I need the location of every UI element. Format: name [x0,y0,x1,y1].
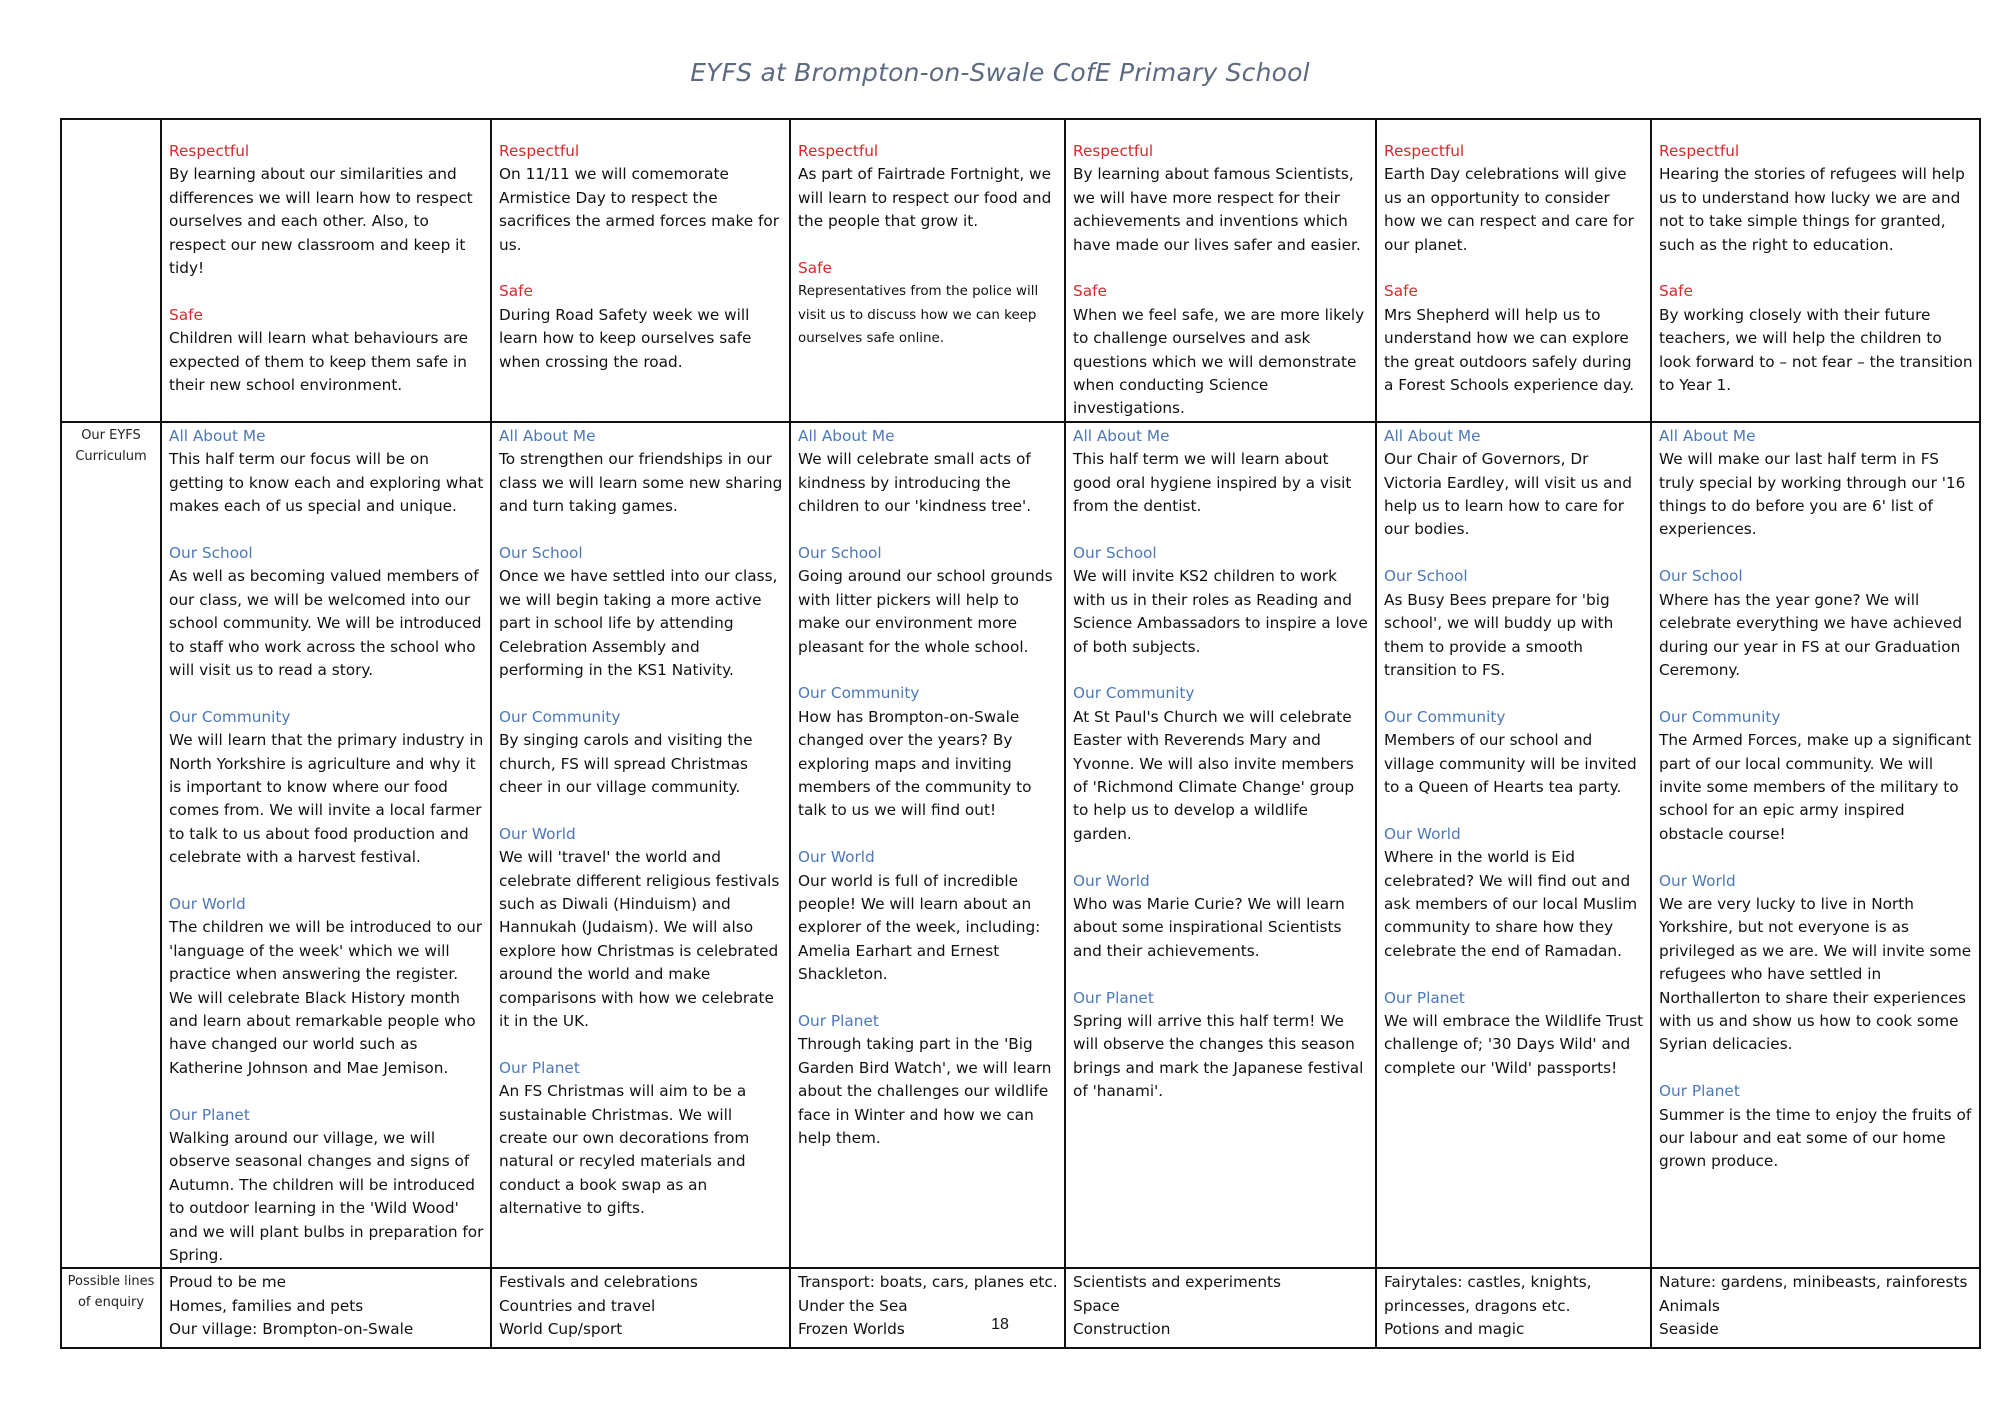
safe-heading: Safe [1073,282,1107,301]
section-heading: Our School [798,543,882,562]
section-heading: Our Community [1384,707,1506,726]
section-heading: Our Community [798,684,920,703]
section-text: This half term we will learn about good oral hygiene inspired by a visit from the dentist. [1073,450,1352,516]
enquiry-item: Construction [1073,1320,1171,1339]
enquiry-cell [1651,1268,1980,1348]
section-heading: Our World [1384,824,1461,843]
respectful-text: On 11/11 we will comemorate Armistice Day to respect the sacrifices the armed forces make for us. [499,165,780,254]
respectful-heading: Respectful [798,142,879,160]
values-row-label [61,119,161,422]
safe-heading: Safe [169,305,203,324]
curriculum-cell [790,422,1065,1269]
curriculum-row-label-cell [61,422,161,1269]
section-text: We will invite KS2 children to work with us in their roles as Reading and Science Ambassadors to inspire a love of both subjects. [1073,567,1368,656]
section-heading: Our Community [1073,684,1195,703]
safe-text: When we feel safe, we are more likely to challenge ourselves and ask questions which we will demonstrate when conducting Science investigations. [1073,305,1365,418]
enquiry-item: Fairytales: castles, knights, princesses, dragons etc. [1384,1273,1592,1315]
section-heading: All About Me [1073,426,1170,445]
values-cell [161,119,491,422]
section-text: Where has the year gone? We will celebrate everything we have achieved during our year in FS at our Graduation Ceremony. [1659,590,1963,679]
section-heading: Our Community [499,707,621,726]
curriculum-cell [1376,422,1651,1269]
values-cell [1376,119,1651,422]
values-cell [491,119,790,422]
enquiry-item: Seaside [1659,1320,1719,1339]
section-text: To strengthen our friendships in our class we will learn some new sharing and turn taking games. [499,450,783,516]
safe-heading: Safe [499,282,533,301]
enquiry-item: Space [1073,1296,1120,1315]
enquiry-item: Nature: gardens, minibeasts, rainforests [1659,1273,1968,1292]
section-heading: Our World [1659,871,1736,890]
section-heading: Our Planet [798,1011,879,1030]
section-heading: All About Me [499,426,596,445]
enquiry-cell [491,1268,790,1348]
respectful-heading: Respectful [169,142,250,160]
enquiry-cell [161,1268,491,1348]
respectful-heading: Respectful [1073,142,1154,160]
section-text: Going around our school grounds with litter pickers will help to make our environment more pleasant for the whole school. [798,567,1053,656]
section-heading: Our School [1073,543,1157,562]
enquiry-item: Potions and magic [1384,1320,1525,1339]
values-cell [1651,119,1980,422]
curriculum-cell [491,422,790,1269]
section-heading: Our Planet [1384,988,1465,1007]
enquiry-item: Festivals and celebrations [499,1273,698,1292]
section-heading: All About Me [1384,426,1481,445]
section-text: Walking around our village, we will observe seasonal changes and signs of Autumn. The children will be introduced to outdoor learning in the 'Wild Wood' and we will plant bulbs in preparation for Spring. [169,1128,484,1265]
curriculum-row-label: Our EYFS Curriculum [75,427,147,464]
enquiry-item: Our village: Brompton-on-Swale [169,1320,414,1339]
section-heading: Our Planet [1073,988,1154,1007]
enquiry-item: Transport: boats, cars, planes etc. [798,1273,1058,1292]
section-heading: Our Community [169,707,291,726]
enquiry-item: Countries and travel [499,1296,656,1315]
enquiry-item: Animals [1659,1296,1720,1315]
enquiry-item: Homes, families and pets [169,1296,364,1315]
enquiry-item: World Cup/sport [499,1320,623,1339]
respectful-text: Earth Day celebrations will give us an opportunity to consider how we can respect and care for our planet. [1384,165,1634,254]
section-text: Members of our school and village community will be invited to a Queen of Hearts tea party. [1384,731,1637,796]
section-heading: Our World [1073,871,1150,890]
curriculum-row [61,422,1980,1269]
enquiry-cell [1376,1268,1651,1348]
section-heading: Our School [169,543,253,562]
page-title: EYFS at Brompton-on-Swale CofE Primary School [690,58,1310,87]
section-text: Summer is the time to enjoy the fruits of our labour and eat some of our home grown produce. [1659,1105,1972,1171]
section-text: We will celebrate small acts of kindness by introducing the children to our 'kindness tree'. [798,450,1032,516]
respectful-heading: Respectful [1384,142,1465,160]
safe-heading: Safe [798,259,832,278]
safe-heading: Safe [1659,282,1693,301]
section-heading: Our Planet [499,1058,580,1077]
section-heading: Our Planet [1659,1082,1740,1101]
respectful-heading: Respectful [499,142,580,160]
section-text: This half term our focus will be on getting to know each and exploring what makes each of us special and unique. [169,450,484,516]
enquiry-item: Frozen Worlds [798,1320,905,1339]
enquiry-row [61,1268,1980,1348]
section-heading: Our Community [1659,707,1781,726]
curriculum-table [60,118,1981,1349]
respectful-text: Hearing the stories of refugees will help us to understand how lucky we are and not to take simple things for granted, such as the right to education. [1659,165,1965,254]
section-text: Once we have settled into our class, we will begin taking a more active part in school life by attending Celebration Assembly and performing in the KS1 Nativity. [499,567,778,679]
safe-text: Mrs Shepherd will help us to understand how we can explore the great outdoors safely during a Forest Schools experience day. [1384,305,1635,395]
enquiry-row-label-cell [61,1268,161,1348]
safe-text: Representatives from the police will visit us to discuss how we can keep ourselves safe online. [798,284,1039,347]
safe-text: During Road Safety week we will learn how to keep ourselves safe when crossing the road. [499,305,752,371]
enquiry-item: Under the Sea [798,1296,908,1315]
page-number: 18 [991,1316,1009,1333]
section-heading: Our School [499,543,583,562]
safe-text: By working closely with their future teachers, we will help the children to look forward to – not fear – the transition to Year 1. [1659,305,1973,395]
respectful-text: By learning about our similarities and differences we will learn how to respect ourselves and each other. Also, to respect our new classroom and keep it tidy! [169,165,473,278]
section-text: We will make our last half term in FS truly special by working through our '16 things to do before you are 6' list of experiences. [1659,450,1966,539]
respectful-text: As part of Fairtrade Fortnight, we will learn to respect our food and the people that grow it. [798,165,1052,231]
section-heading: Our School [1384,567,1468,586]
enquiry-row-label: Possible lines of enquiry [67,1274,155,1311]
section-text: As Busy Bees prepare for 'big school', we will buddy up with them to provide a smooth transition to FS. [1384,590,1614,679]
section-text: We will embrace the Wildlife Trust challenge of; '30 Days Wild' and complete our 'Wild' passports! [1384,1011,1644,1077]
respectful-heading: Respectful [1659,142,1740,160]
section-heading: All About Me [798,426,895,445]
section-text: Where in the world is Eid celebrated? We will find out and ask members of our local Muslim community to share how they celebrate the end of Ramadan. [1384,848,1638,960]
section-text: Our world is full of incredible people! We will learn about an explorer of the week, including: Amelia Earhart and Ernest Shackleton. [798,871,1041,984]
section-text: We will learn that the primary industry in North Yorkshire is agriculture and why it is important to know where our food comes from. We will invite a local farmer to talk to us about food production and celebrate with a harvest festival. [169,731,484,867]
section-text: At St Paul's Church we will celebrate Easter with Reverends Mary and Yvonne. We will also invite members of 'Richmond Climate Change' group to help us to develop a wildlife garden. [1073,707,1355,843]
enquiry-item: Scientists and experiments [1073,1273,1281,1292]
curriculum-cell [161,422,491,1269]
curriculum-cell [1065,422,1376,1269]
values-row [61,119,1980,422]
section-text: The Armed Forces, make up a significant part of our local community. We will invite some members of the military to school for an epic army inspired obstacle course! [1659,731,1972,843]
section-heading: Our Planet [169,1105,250,1124]
section-text: Who was Marie Curie? We will learn about some inspirational Scientists and their achievements. [1073,894,1345,960]
section-text: How has Brompton-on-Swale changed over the years? By exploring maps and inviting members of the community to talk to us we will find out! [798,707,1032,820]
safe-heading: Safe [1384,282,1418,301]
section-text: An FS Christmas will aim to be a sustainable Christmas. We will create our own decorations from natural or recyled materials and conduct a book swap as an alternative to gifts. [499,1082,750,1218]
section-text: Through taking part in the 'Big Garden Bird Watch', we will learn about the challenges our wildlife face in Winter and how we can help them. [798,1035,1052,1147]
respectful-text: By learning about famous Scientists, we will have more respect for their achievements and inventions which have made our lives safer and easier. [1073,165,1361,254]
section-heading: Our World [169,894,246,913]
enquiry-item: Proud to be me [169,1273,287,1292]
section-heading: Our World [798,848,875,867]
safe-text: Children will learn what behaviours are expected of them to keep them safe in their new school environment. [169,329,469,395]
section-text: Spring will arrive this half term! We will observe the changes this season brings and mark the Japanese festival of 'hanami'. [1073,1011,1364,1101]
section-text: We are very lucky to live in North Yorkshire, but not everyone is as privileged as we are. We will invite some refugees who have settled in Northallerton to share their experiences with us and show us how to cook some Syrian delicacies. [1659,894,1972,1054]
values-cell [790,119,1065,422]
section-text: As well as becoming valued members of our class, we will be welcomed into our school community. We will be introduced to staff who work across the school who will visit us to read a story. [169,567,482,679]
section-text: By singing carols and visiting the church, FS will spread Christmas cheer in our village community. [499,731,753,796]
section-heading: All About Me [169,426,266,445]
enquiry-cell [1065,1268,1376,1348]
section-text: Our Chair of Governors, Dr Victoria Eardley, will visit us and help us to learn how to care for our bodies. [1384,450,1632,539]
section-text: The children we will be introduced to our 'language of the week' which we will practice when answering the register. We will celebrate Black History month and learn about remarkable people who have changed our world such as Katherine Johnson and Mae Jemison. [169,918,483,1077]
section-text: We will 'travel' the world and celebrate different religious festivals such as Diwali (Hinduism) and Hannukah (Judaism). We will also explore how Christmas is celebrated around the world and make comparisons with how we celebrate it in the UK. [499,848,780,1030]
curriculum-cell [1651,422,1980,1269]
enquiry-cell [790,1268,1065,1348]
section-heading: All About Me [1659,426,1756,445]
section-heading: Our School [1659,567,1743,586]
section-heading: Our World [499,824,576,843]
values-cell [1065,119,1376,422]
